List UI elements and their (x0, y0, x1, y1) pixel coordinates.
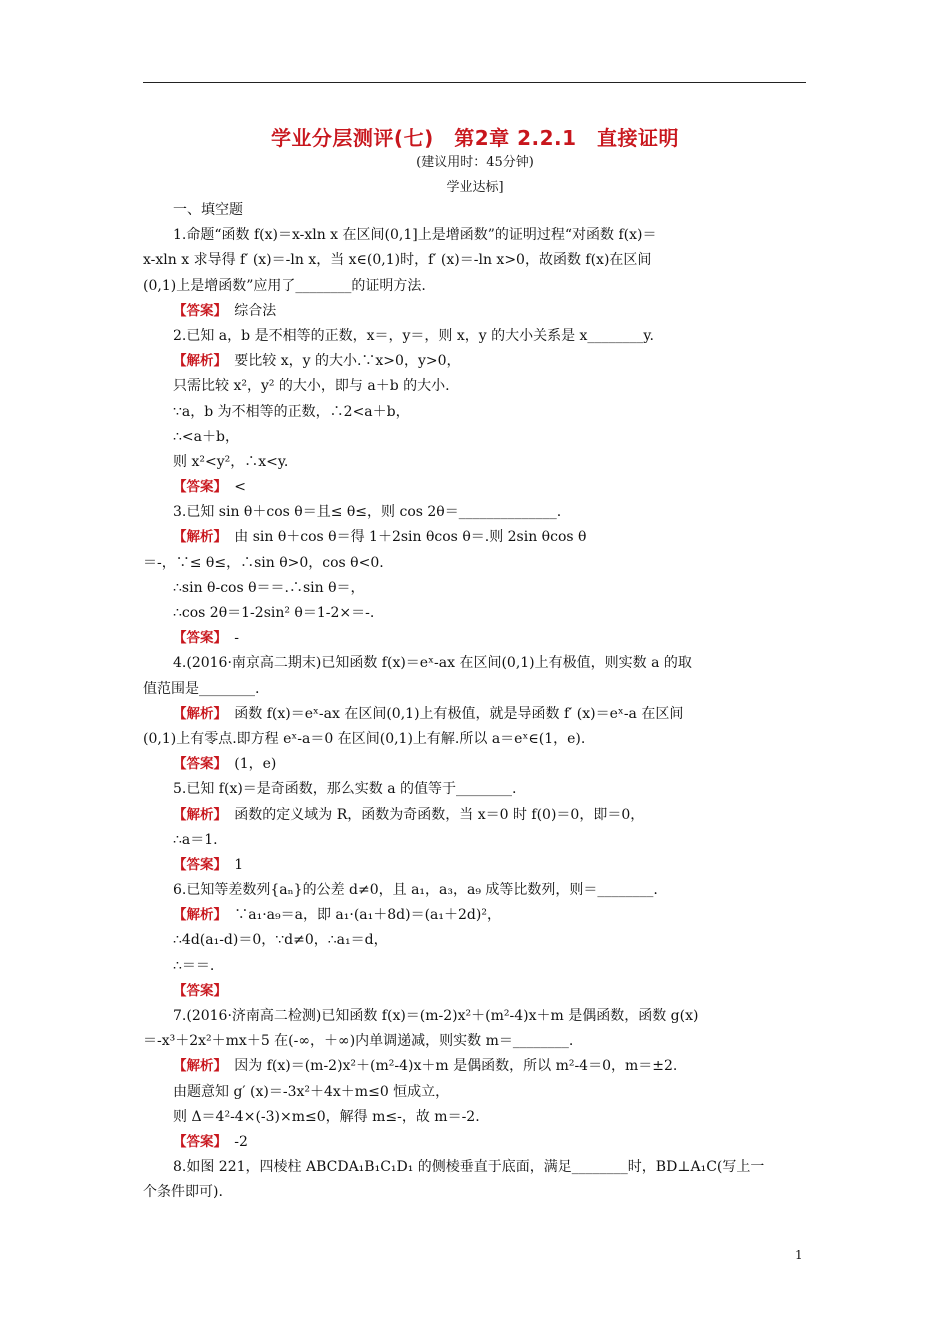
text-line (143, 651, 806, 676)
text-line (143, 828, 806, 853)
text-run: 1.命题“函数 f(x)＝x-xln x 在区间(0,1]上是增函数”的证明过程“对函数 f(x)＝ (173, 227, 657, 244)
text-run: 4.(2016·南京高二期末)已知函数 f(x)＝eˣ-ax 在区间(0,1)上有极值，则实数 a 的取 (173, 655, 692, 672)
text-line (143, 954, 806, 979)
text-run: < (220, 479, 246, 496)
text-line (143, 1155, 806, 1180)
text-run: 只需比较 x²，y² 的大小，即与 a＋b 的大小. (173, 378, 450, 395)
text-line (143, 450, 806, 475)
answer-tag: 【答案】 (173, 479, 221, 496)
text-line (143, 274, 806, 299)
answer-tag: 【答案】 (173, 1133, 221, 1150)
text-line (143, 1130, 806, 1155)
text-run: ∴＝＝. (173, 957, 215, 974)
text-line (143, 928, 806, 953)
text-run: 因为 f(x)＝(m-2)x²＋(m²-4)x＋m 是偶函数，所以 m²-4＝0，m＝±2. (220, 1058, 678, 1075)
text-run: 则 x²<y²，∴x<y. (173, 453, 289, 470)
text-line (143, 324, 806, 349)
answer-tag: 【解析】 (173, 907, 221, 924)
page-title: 学业分层测评(七) 第2章 2.2.1 直接证明 (270, 126, 680, 150)
text-line (143, 777, 806, 802)
text-line (143, 601, 806, 626)
text-run: - (220, 630, 239, 647)
text-line (143, 1080, 806, 1105)
text-line (143, 1180, 806, 1205)
text-run: ＝-x³＋2x²＋mx＋5 在(-∞，＋∞)内单调递减，则实数 m＝________. (143, 1033, 574, 1050)
text-run: ∵a，b 为不相等的正数，∴2<a＋b， (173, 403, 410, 420)
answer-tag: 【解析】 (173, 1058, 221, 1075)
suggested-time: (建议用时：45分钟) (416, 155, 534, 170)
text-run: ∴sin θ-cos θ＝＝.∴sin θ＝， (173, 579, 365, 596)
section-heading: 学业达标] (446, 180, 504, 195)
text-run: ∴cos 2θ＝1-2sin² θ＝1-2×＝-. (173, 605, 375, 621)
answer-tag: 【解析】 (173, 705, 221, 722)
text-run: 由 sin θ＋cos θ＝得 1＋2sin θcos θ＝.则 2sin θcos θ (220, 529, 587, 546)
text-line (143, 626, 806, 651)
answer-tag: 【答案】 (173, 982, 227, 999)
answer-tag: 【解析】 (173, 353, 221, 370)
text-run: 函数 f(x)＝eˣ-ax 在区间(0,1)上有极值，就是导函数 f′ (x)＝eˣ-a 在区间 (220, 705, 684, 722)
text-run: ∴a＝1. (173, 831, 218, 848)
page-number: 1 (795, 1248, 803, 1262)
text-line (143, 475, 806, 500)
text-run: (0,1)上是增函数”应用了________的证明方法. (143, 277, 426, 294)
text-run: (1，e) (220, 756, 277, 773)
text-line (143, 677, 806, 702)
header-rule (143, 82, 806, 83)
answer-tag: 【答案】 (173, 302, 221, 319)
text-run: 综合法 (220, 302, 277, 319)
text-run: ∴4d(a₁-d)＝0，∵d≠0，∴a₁＝d， (173, 932, 388, 949)
text-run: 值范围是________. (143, 680, 260, 697)
text-run: 函数的定义域为 R，函数为奇函数，当 x＝0 时 f(0)＝0，即＝0， (220, 806, 645, 823)
text-run: 要比较 x，y 的大小.∵x>0，y>0， (220, 353, 461, 370)
text-line (143, 878, 806, 903)
answer-tag: 【解析】 (173, 806, 221, 823)
text-line (143, 525, 806, 550)
text-run: 个条件即可). (143, 1184, 223, 1201)
text-run: 8.如图 221，四棱柱 ABCDA₁B₁C₁D₁ 的侧棱垂直于底面，满足________时，BD⊥A₁C(写上一 (173, 1159, 765, 1176)
answer-tag: 【答案】 (173, 856, 221, 873)
text-line (143, 551, 806, 576)
text-line (143, 752, 806, 777)
text-line (143, 903, 806, 928)
text-line (143, 223, 806, 248)
text-run: 一、填空题 (173, 202, 243, 218)
text-run: 1 (220, 856, 244, 873)
text-run: (0,1)上有零点.即方程 eˣ-a＝0 在区间(0,1)上有解.所以 a＝eˣ∈(1，e). (143, 730, 586, 747)
text-line (143, 1004, 806, 1029)
text-line (143, 979, 806, 1004)
text-run: ∴<a＋b， (173, 428, 239, 445)
text-line (143, 374, 806, 399)
text-line (143, 425, 806, 450)
text-line (143, 248, 806, 273)
text-run: ∵a₁·a₉＝a，即 a₁·(a₁＋8d)＝(a₁＋2d)²， (220, 907, 501, 924)
text-line (143, 803, 806, 828)
text-line (143, 500, 806, 525)
text-run: 3.已知 sin θ＋cos θ＝且≤ θ≤，则 cos 2θ＝______________. (173, 504, 562, 521)
text-line (143, 576, 806, 601)
text-line (143, 727, 806, 752)
text-run: -2 (220, 1133, 248, 1150)
text-run: x-xln x 求导得 f′ (x)＝-ln x，当 x∈(0,1)时，f′ (x)＝-ln x>0，故函数 f(x)在区间 (143, 252, 652, 269)
answer-tag: 【解析】 (173, 529, 221, 546)
text-run: 7.(2016·济南高二检测)已知函数 f(x)＝(m-2)x²＋(m²-4)x＋m 是偶函数，函数 g(x) (173, 1008, 699, 1024)
text-line (143, 198, 806, 223)
text-run: 由题意知 g′ (x)＝-3x²＋4x＋m≤0 恒成立， (173, 1083, 450, 1100)
text-run: 2.已知 a，b 是不相等的正数，x＝，y＝，则 x，y 的大小关系是 x________y. (173, 327, 654, 344)
text-run: 6.已知等差数列{aₙ}的公差 d≠0，且 a₁，a₃，a₉ 成等比数列，则＝________. (173, 882, 658, 899)
answer-tag: 【答案】 (173, 756, 221, 773)
text-line (143, 349, 806, 374)
text-line (143, 702, 806, 727)
text-line (143, 1054, 806, 1079)
text-line (143, 1105, 806, 1130)
text-run: ＝-，∵≤ θ≤，∴sin θ>0，cos θ<0. (143, 554, 384, 571)
text-line (143, 1029, 806, 1054)
text-line (143, 299, 806, 324)
answer-tag: 【答案】 (173, 630, 221, 647)
text-line (143, 853, 806, 878)
document-body (143, 198, 806, 1206)
text-line (143, 400, 806, 425)
text-run: 5.已知 f(x)＝是奇函数，那么实数 a 的值等于________. (173, 781, 517, 798)
text-run: 则 Δ＝4²-4×(-3)×m≤0，解得 m≤-，故 m＝-2. (173, 1108, 480, 1125)
